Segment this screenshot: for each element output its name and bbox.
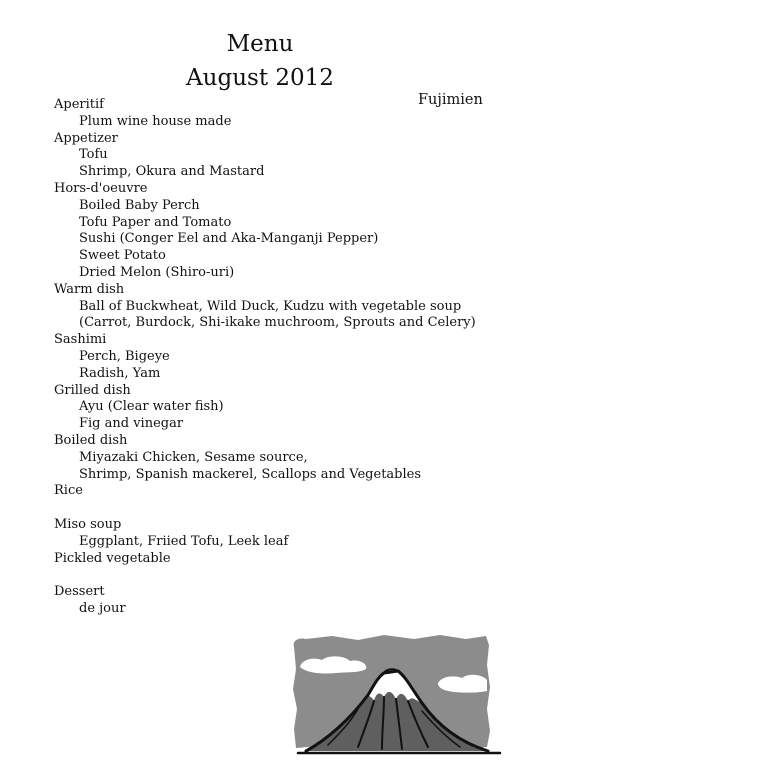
menu-item: Fig and vinegar <box>79 416 184 432</box>
menu-item: Radish, Yam <box>79 365 161 381</box>
menu-section <box>54 433 476 483</box>
section-title: Boiled dish <box>54 432 128 448</box>
menu-item: Tofu Paper and Tomato <box>79 214 232 230</box>
menu-item: Shrimp, Okura and Mastard <box>79 164 265 180</box>
menu-section <box>54 383 476 433</box>
menu-section <box>54 97 476 131</box>
section-title: Appetizer <box>54 130 118 146</box>
menu-item: Perch, Bigeye <box>79 348 170 364</box>
section-title: Pickled vegetable <box>54 550 171 566</box>
menu-item: (Carrot, Burdock, Shi-ikake muchroom, Sprouts and Celery) <box>79 315 476 331</box>
menu-section <box>54 551 476 568</box>
section-title: Sashimi <box>54 332 107 348</box>
mount-fuji-icon <box>288 631 510 759</box>
menu-section <box>54 282 476 332</box>
section-title: Miso soup <box>54 516 122 532</box>
menu-section <box>54 584 476 618</box>
menu-item: Tofu <box>79 147 108 163</box>
menu-title: Menu <box>226 31 294 57</box>
menu-list <box>54 97 476 618</box>
menu-item: Plum wine house made <box>79 113 232 129</box>
section-title: Warm dish <box>54 281 125 297</box>
section-title: Hors-d'oeuvre <box>54 180 148 196</box>
menu-item: Boiled Baby Perch <box>79 197 200 213</box>
menu-item: Eggplant, Friied Tofu, Leek leaf <box>79 533 289 549</box>
menu-item: Sushi (Conger Eel and Aka-Manganji Pepper) <box>79 231 379 247</box>
menu-item: Sweet Potato <box>79 248 166 264</box>
menu-section <box>54 131 476 181</box>
menu-item: Ayu (Clear water fish) <box>79 399 224 415</box>
menu-item: Shrimp, Spanish mackerel, Scallops and Vegetables <box>79 466 422 482</box>
menu-section <box>54 332 476 382</box>
menu-date: August 2012 <box>186 65 334 91</box>
section-title: Grilled dish <box>54 382 131 398</box>
menu-item: Miyazaki Chicken, Sesame source, <box>79 449 308 465</box>
menu-item: de jour <box>79 600 126 616</box>
menu-section <box>54 483 476 500</box>
menu-item: Ball of Buckwheat, Wild Duck, Kudzu with vegetable soup <box>79 298 462 314</box>
restaurant-name: Fujimien <box>418 92 483 108</box>
menu-section <box>54 181 476 282</box>
menu-section <box>54 517 476 551</box>
section-title: Rice <box>54 483 83 499</box>
menu-item: Dried Melon (Shiro-uri) <box>79 264 235 280</box>
section-title: Aperitif <box>54 97 104 112</box>
section-title: Dessert <box>54 584 105 600</box>
